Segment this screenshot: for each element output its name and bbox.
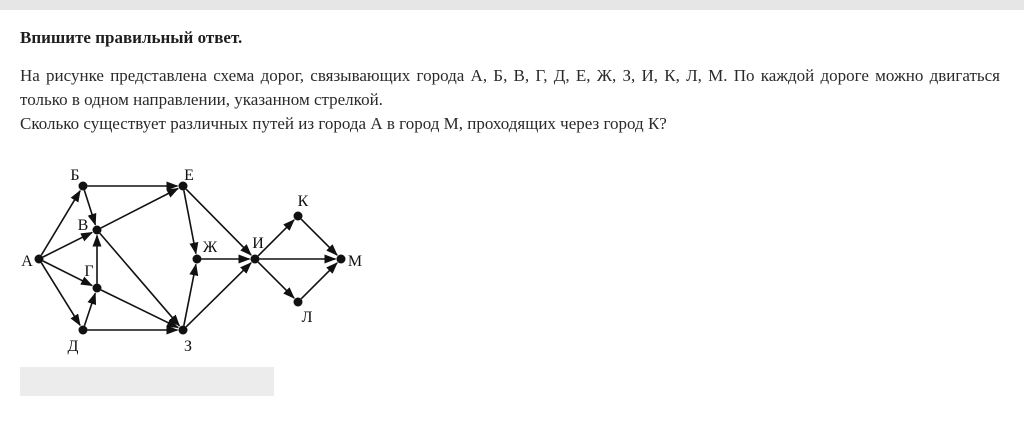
node-label-D: Д	[67, 338, 79, 355]
edge-Z-Zh	[184, 264, 196, 325]
node-label-G: Г	[84, 263, 94, 280]
node-label-M: М	[347, 253, 363, 270]
node-M	[337, 255, 346, 264]
node-label-V: В	[77, 217, 89, 234]
node-A	[35, 255, 44, 264]
node-Zh	[193, 255, 202, 264]
node-label-B: Б	[70, 167, 80, 184]
edge-A-V	[43, 232, 92, 257]
node-label-E: Е	[184, 167, 194, 184]
node-Z	[179, 326, 188, 335]
node-label-I: И	[252, 235, 264, 252]
edge-Z-I	[186, 263, 251, 327]
edge-V-Z	[100, 233, 179, 325]
edge-E-I	[186, 189, 251, 255]
question-paragraph-1: На рисунке представлена схема дорог, связывающих города А, Б, В, Г, Д, Е, Ж, З, И, К, Л, М. По каждой дороге можно двигаться только в одном направлении, указанном стрелкой.	[20, 66, 1000, 109]
node-G	[93, 284, 102, 293]
edge-I-L	[258, 262, 294, 298]
node-L	[294, 298, 303, 307]
node-V	[93, 226, 102, 235]
node-label-A: А	[21, 253, 33, 270]
edge-G-Z	[101, 290, 178, 328]
task-instruction: Впишите правильный ответ.	[20, 28, 243, 47]
edge-E-Zh	[184, 190, 196, 253]
edge-A-D	[41, 263, 80, 325]
edge-D-G	[84, 293, 95, 326]
node-label-L: Л	[301, 309, 313, 326]
node-D	[79, 326, 88, 335]
graph-edges	[41, 186, 337, 330]
answer-input[interactable]	[20, 367, 274, 396]
node-label-Zh: Ж	[202, 239, 218, 256]
node-label-Z: З	[183, 338, 193, 355]
edge-K-M	[301, 219, 337, 255]
edge-V-E	[101, 189, 178, 228]
node-I	[251, 255, 260, 264]
node-K	[294, 212, 303, 221]
question-paragraph-2: Сколько существует различных путей из города А в город М, проходящих через город К?	[20, 114, 667, 133]
edge-L-M	[301, 263, 337, 299]
node-B	[79, 182, 88, 191]
edge-A-B	[41, 191, 80, 255]
node-label-K: К	[297, 193, 309, 210]
